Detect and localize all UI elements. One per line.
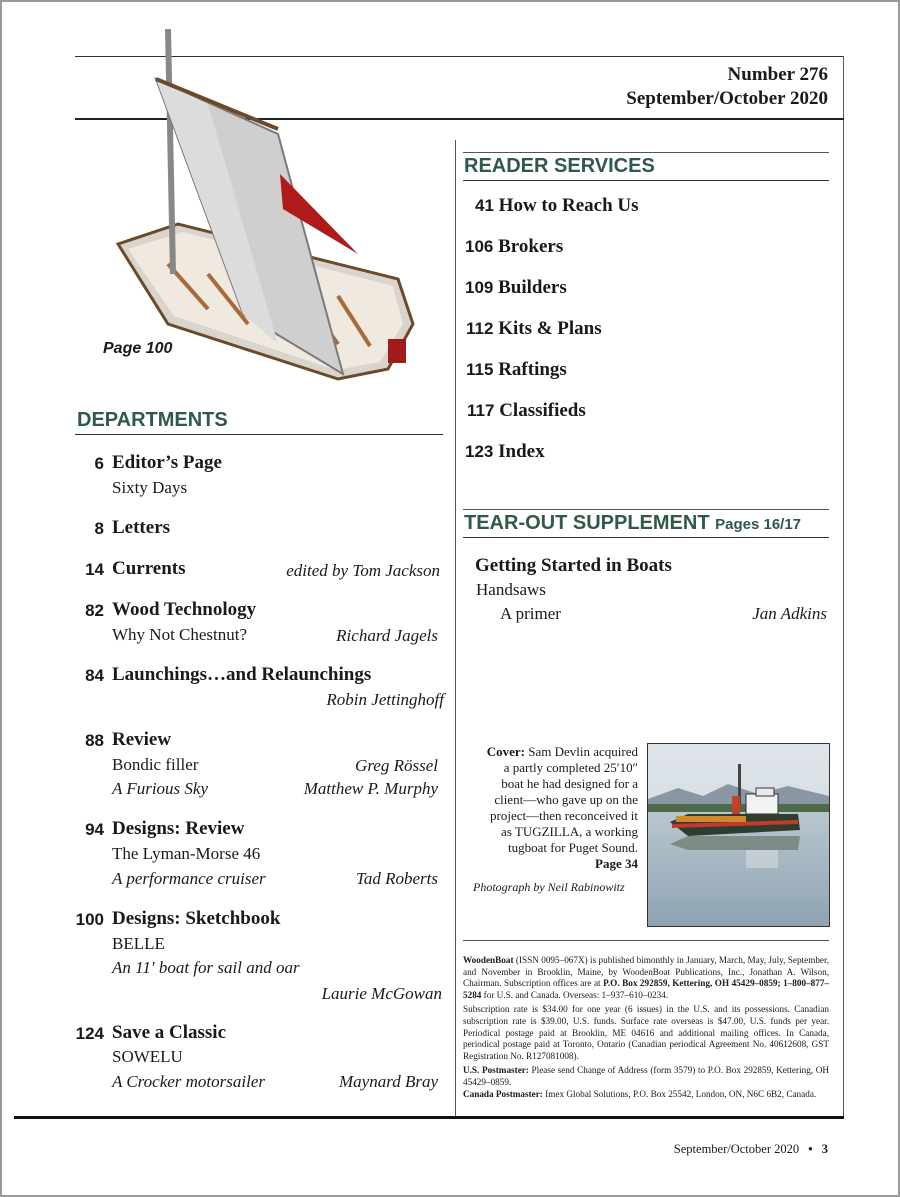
- footer-bullet: •: [808, 1142, 813, 1156]
- reader-service-item[interactable]: [467, 400, 586, 422]
- toc-title[interactable]: Review: [112, 729, 172, 750]
- canada-postmaster-notice: [463, 1089, 829, 1101]
- toc-author: Maynard Bray: [339, 1072, 438, 1091]
- rudder-icon: [388, 339, 406, 363]
- toc-page-number: 115: [466, 360, 494, 379]
- toc-author: Tad Roberts: [355, 869, 438, 888]
- notice-text: (ISSN 0095–067X) is published bimonthly in January, March, May, July, September, and November in Brooklin, Maine, by WoodenBoat Publications, Inc., Jonathan A. Wilson, Chairman. Subscription offices are at: [463, 955, 829, 989]
- publication-notice: [463, 955, 829, 1001]
- toc-subtitle: A Crocker motorsailer: [112, 1072, 265, 1091]
- reader-service-item[interactable]: [466, 359, 567, 381]
- subscription-notice: Subscription rate is $34.00 for one year (6 issues) in the U.S. and its possessions. Canadian subscription rate is $39.00, U.S. funds. Surface rate overseas is $47.00, U.S. funds per year. Periodical postage paid at Brooklin, ME 04616 and additional mailing offices. In Canada, periodical postage paid at Toronto, Ontario (Canadian periodical Agreement No. 40612608, GST Registration No. R127081008).: [463, 1004, 829, 1061]
- toc-subtitle: Why Not Chestnut?: [112, 625, 248, 644]
- reader-service-item[interactable]: [465, 277, 567, 299]
- reader-service-item[interactable]: [465, 236, 563, 258]
- toc-subtitle: The Lyman-Morse 46: [112, 844, 261, 863]
- supplement-subtitle: A primer: [500, 604, 561, 623]
- cover-photo: [647, 743, 830, 927]
- reader-services-top-rule: [463, 152, 829, 153]
- toc-page-number: 123: [465, 442, 494, 461]
- toc-page-number: 94: [85, 820, 104, 839]
- toc-page-number: 109: [465, 278, 494, 297]
- toc-author: Robin Jettinghoff: [326, 690, 444, 709]
- illustration-caption: Page 100: [103, 340, 173, 357]
- departments-heading: DEPARTMENTS: [77, 409, 228, 431]
- toc-page-number: 8: [94, 519, 104, 538]
- toc-page-number: 124: [75, 1024, 104, 1043]
- cover-caption-line: [462, 744, 638, 760]
- toc-title: Index: [498, 441, 545, 462]
- toc-page-number: 41: [475, 196, 494, 215]
- toc-title[interactable]: Designs: Review: [112, 818, 245, 839]
- fine-print-rule: [463, 940, 829, 941]
- notice-text: Imex Global Solutions, P.O. Box 25542, London, ON, N6C 6B2, Canada.: [542, 1088, 817, 1099]
- toc-subtitle: SOWELU: [112, 1047, 183, 1066]
- toc-author: Laurie McGowan: [321, 984, 442, 1003]
- toc-title: Kits & Plans: [498, 318, 602, 339]
- footer-date: September/October 2020: [673, 1142, 800, 1156]
- issue-number: Number 276: [727, 64, 828, 85]
- cover-caption-line: boat he had designed for a: [501, 776, 638, 791]
- footer: [674, 1142, 828, 1157]
- toc-page-number: 117: [467, 401, 495, 420]
- cover-caption-line: client—who gave up on the: [494, 792, 638, 807]
- toc-subtitle: BELLE: [112, 934, 165, 953]
- toc-page-number: 112: [466, 319, 494, 338]
- toc-page-number: 82: [85, 601, 104, 620]
- supplement-top-rule: [463, 509, 829, 510]
- cover-caption-line: a partly completed 25′10″: [503, 760, 638, 775]
- notice-text: for U.S. and Canada. Overseas: 1–937–610–0234.: [481, 989, 669, 1000]
- toc-page-number: 88: [85, 731, 104, 750]
- toc-title: How to Reach Us: [498, 195, 639, 216]
- cover-page-ref: Page 34: [595, 856, 638, 871]
- footer-page-number: 3: [821, 1142, 828, 1156]
- toc-page-number: 84: [85, 666, 104, 685]
- cover-label: Cover:: [486, 744, 525, 759]
- bottom-rule: [14, 1116, 844, 1119]
- cover-caption-line: project—then reconceived it: [490, 808, 638, 823]
- supplement-title: TEAR-OUT SUPPLEMENT: [464, 512, 710, 534]
- departments-rule: [75, 434, 443, 435]
- toc-title[interactable]: Launchings…and Relaunchings: [112, 664, 372, 685]
- reader-service-item[interactable]: [465, 441, 545, 463]
- toc-title: Brokers: [498, 236, 564, 257]
- column-divider: [455, 140, 456, 1116]
- toc-subtitle: A Furious Sky: [112, 779, 209, 798]
- toc-title[interactable]: Letters: [112, 517, 171, 538]
- cover-caption-line: tugboat for Puget Sound.: [508, 840, 638, 855]
- toc-title: Raftings: [498, 359, 567, 380]
- toc-page-number: 14: [85, 560, 104, 579]
- reader-services-heading: READER SERVICES: [464, 155, 655, 177]
- toc-title[interactable]: Designs: Sketchbook: [112, 908, 281, 929]
- toc-title[interactable]: Editor’s Page: [112, 452, 222, 473]
- toc-title: Classifieds: [499, 400, 586, 421]
- subscription-address: P.O. Box 292859, Kettering, OH 45429–0859; 1–800–877–5284: [463, 978, 830, 1000]
- toc-author: Richard Jagels: [336, 626, 438, 645]
- toc-title[interactable]: Save a Classic: [112, 1022, 226, 1043]
- toc-subtitle: Sixty Days: [112, 478, 188, 497]
- toc-page-number: 106: [465, 237, 494, 256]
- canada-postmaster-label: Canada Postmaster:: [463, 1088, 543, 1099]
- supplement-heading: [464, 512, 801, 535]
- supplement-article-title[interactable]: Getting Started in Boats: [475, 555, 672, 576]
- reader-services-rule: [463, 180, 829, 181]
- supplement-pages: Pages 16/17: [715, 516, 802, 533]
- brand-name: WoodenBoat: [463, 955, 514, 965]
- photo-credit: Photograph by Neil Rabinowitz: [473, 880, 625, 894]
- us-postmaster-label: U.S. Postmaster:: [463, 1065, 529, 1076]
- toc-page-number: 6: [94, 454, 104, 473]
- toc-subtitle: A performance cruiser: [112, 869, 266, 888]
- toc-title[interactable]: Wood Technology: [112, 599, 257, 620]
- supplement-rule: [463, 537, 829, 538]
- issue-date: September/October 2020: [626, 88, 828, 109]
- toc-title: Builders: [498, 277, 567, 298]
- reader-service-item[interactable]: [466, 318, 602, 340]
- toc-subtitle: An 11′ boat for sail and oar: [112, 958, 300, 977]
- cover-caption-line: as TUGZILLA, a working: [501, 824, 638, 839]
- supplement-author: Jan Adkins: [752, 604, 827, 623]
- us-postmaster-notice: [463, 1065, 829, 1088]
- toc-title[interactable]: Currents: [112, 558, 186, 579]
- supplement-subtitle: Handsaws: [476, 580, 546, 599]
- cover-caption-text: Sam Devlin acquired: [528, 744, 638, 759]
- top-right-vertical-rule: [843, 56, 844, 1118]
- toc-author: Greg Rössel: [355, 756, 438, 775]
- reader-service-item[interactable]: [475, 195, 639, 217]
- toc-author: Matthew P. Murphy: [303, 779, 438, 798]
- toc-page-number: 100: [75, 910, 104, 929]
- fine-print: [463, 955, 829, 1100]
- cover-caption: [462, 744, 638, 872]
- notice-text: Please send Change of Address (form 3579) to P.O. Box 292859, Kettering, OH 45429–0859.: [463, 1065, 830, 1087]
- toc-subtitle: Bondic filler: [112, 755, 199, 774]
- toc-author: edited by Tom Jackson: [286, 561, 440, 580]
